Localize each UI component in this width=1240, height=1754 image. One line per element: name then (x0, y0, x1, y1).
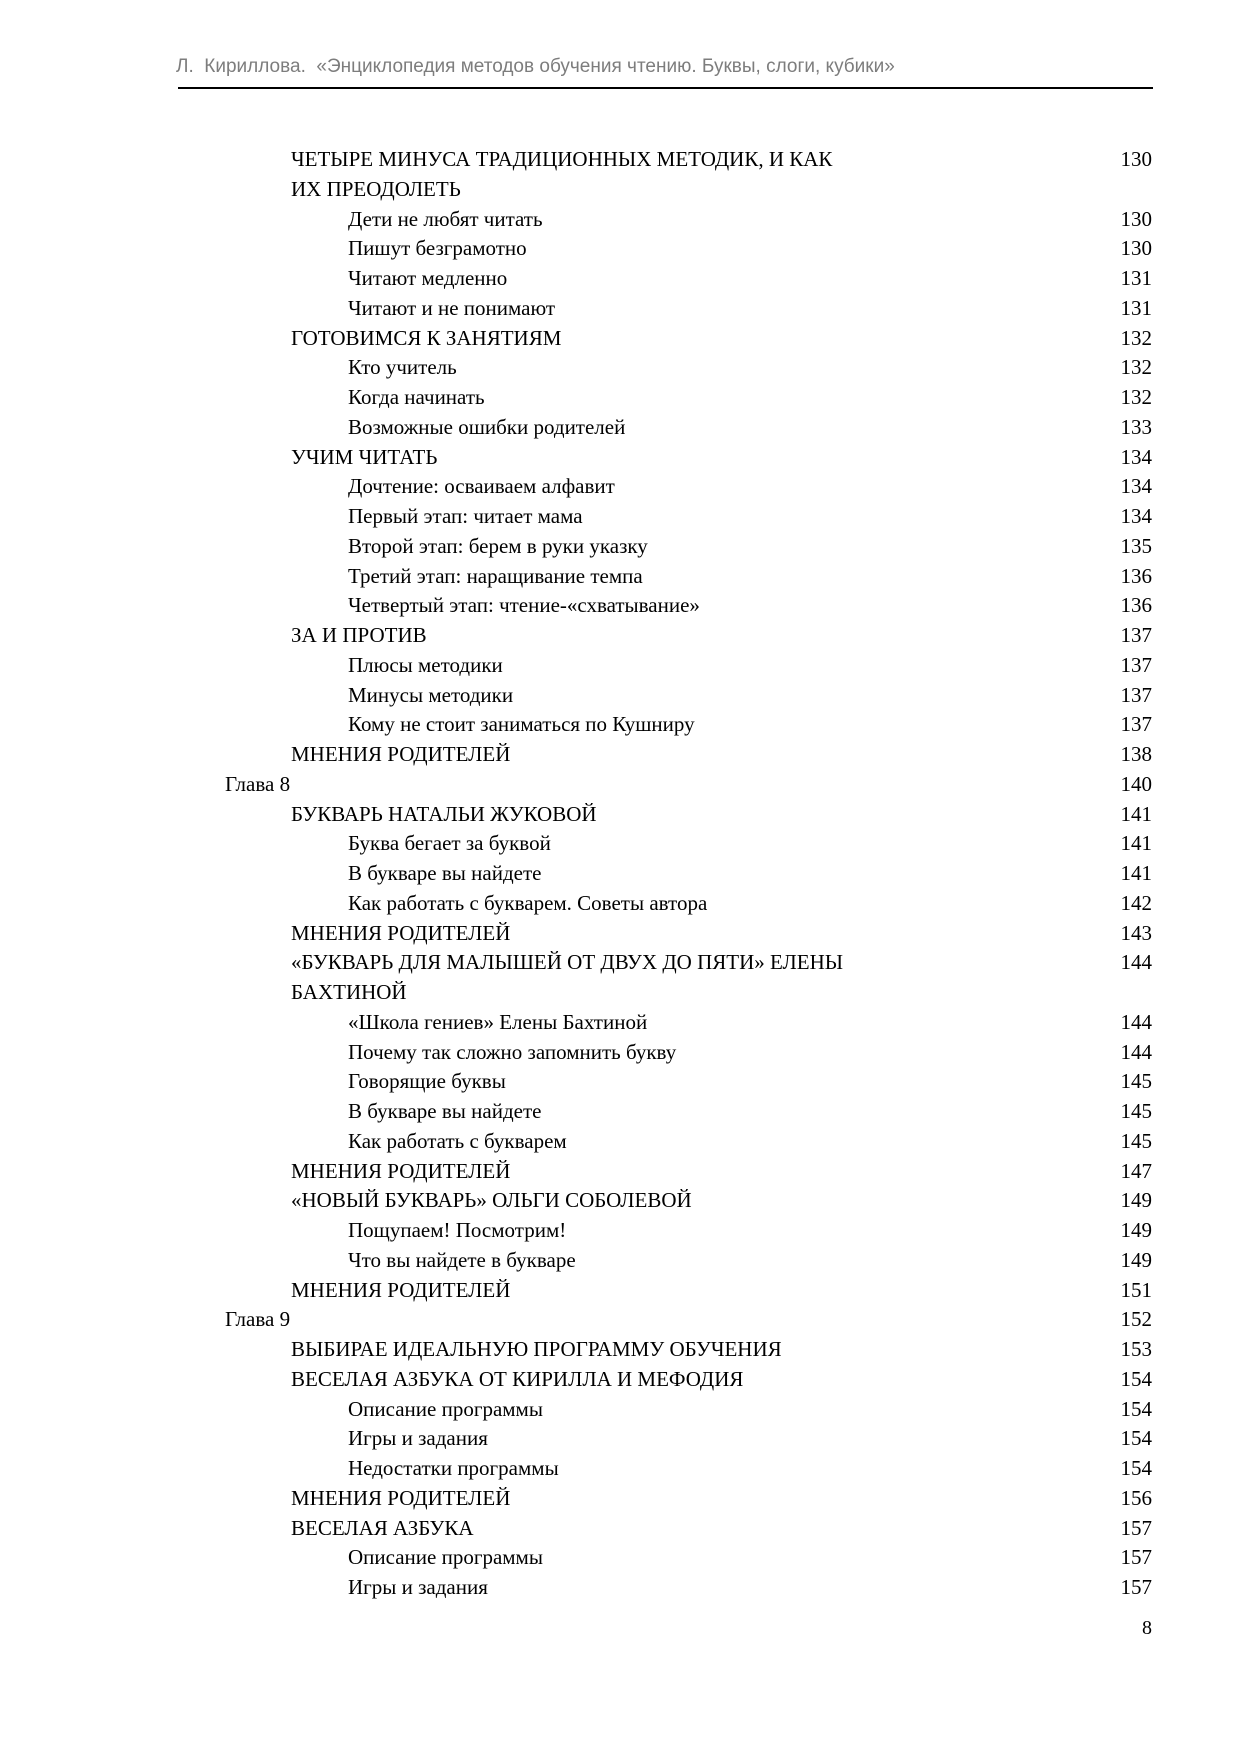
toc-entry-page-number: 154 (1120, 1396, 1152, 1421)
toc-entry (0, 1573, 1240, 1603)
toc-entry-title: УЧИМ ЧИТАТЬ (291, 444, 438, 469)
toc-entry (0, 562, 1240, 592)
toc-entry-page-number: 153 (1120, 1337, 1152, 1361)
toc-entry-page-number: 137 (1120, 623, 1152, 647)
toc-entry-page-number: 133 (1120, 414, 1152, 439)
toc-entry-page-number: 134 (1120, 444, 1152, 469)
toc-entry-title: МНЕНИЯ РОДИТЕЛЕЙ (291, 920, 511, 945)
toc-entry-title: Игры и задания (348, 1426, 488, 1451)
toc-entry-page-number: 144 (1120, 1039, 1152, 1064)
toc-entry-page-number: 144 (1120, 950, 1152, 975)
toc-entry-title: Глава 8 (225, 771, 291, 796)
toc-entry (0, 919, 1240, 949)
toc-entry-page-number: 137 (1120, 712, 1152, 737)
toc-entry (0, 1008, 1240, 1038)
toc-entry-page-number: 142 (1120, 890, 1152, 915)
toc-entry-title: МНЕНИЯ РОДИТЕЛЕЙ (291, 742, 511, 766)
toc-entry (0, 1276, 1240, 1306)
toc-entry (0, 651, 1240, 681)
toc-entry-title: Когда начинать (348, 385, 485, 409)
toc-entry-title: Пощупаем! Посмотрим! (348, 1218, 567, 1242)
toc-entry-title: Пишут безграмотно (348, 236, 527, 261)
toc-entry-page-number: 141 (1120, 831, 1152, 856)
toc-entry-title: Возможные ошибки родителей (348, 414, 626, 439)
toc-entry-title: Как работать с букварем. Советы автора (348, 890, 708, 915)
toc-entry (0, 621, 1240, 651)
toc-entry (0, 829, 1240, 859)
toc-entry-page-number: 149 (1120, 1247, 1152, 1272)
toc-entry-title: Игры и задания (348, 1575, 488, 1599)
toc-entry (0, 1038, 1240, 1068)
toc-entry-title: Читают и не понимают (348, 295, 556, 320)
toc-entry-title: Второй этап: берем в руки указку (348, 533, 648, 558)
toc-entry-title: ЧЕТЫРЕ МИНУСА ТРАДИЦИОННЫХ МЕТОДИК, И КАК (291, 147, 833, 171)
toc-entry-page-number: 136 (1120, 593, 1152, 618)
toc-entry-page-number: 156 (1120, 1485, 1152, 1510)
toc-entry (0, 413, 1240, 443)
toc-entry (0, 740, 1240, 770)
book-header-title: Л. Кириллова. «Энциклопедия методов обучения чтению. Буквы, слоги, кубики» (176, 56, 895, 77)
toc-entry (0, 1216, 1240, 1246)
toc-entry (0, 591, 1240, 621)
toc-entry-page-number: 138 (1120, 742, 1152, 766)
toc-entry-page-number: 157 (1120, 1515, 1152, 1540)
toc-entry (0, 1514, 1240, 1544)
toc-entry (0, 859, 1240, 889)
toc-entry-title: БАХТИНОЙ (291, 980, 407, 1004)
toc-entry (0, 1395, 1240, 1425)
toc-entry-title: Четвертый этап: чтение-«схватывание» (348, 593, 700, 618)
toc-entry (0, 1127, 1240, 1157)
toc-entry (0, 205, 1240, 235)
toc-entry (0, 948, 1240, 978)
toc-entry (0, 234, 1240, 264)
toc-entry-title: ЗА И ПРОТИВ (291, 623, 427, 647)
toc-entry-page-number: 135 (1120, 533, 1152, 558)
toc-entry-title: ВЕСЕЛАЯ АЗБУКА ОТ КИРИЛЛА И МЕФОДИЯ (291, 1366, 744, 1391)
toc-entry-title: В букваре вы найдете (348, 861, 542, 885)
footer-page-number: 8 (1142, 1617, 1152, 1639)
toc-entry (0, 1484, 1240, 1514)
toc-entry (0, 770, 1240, 800)
toc-entry (0, 264, 1240, 294)
toc-entry-title: Минусы методики (348, 682, 514, 707)
toc-entry-title: Третий этап: наращивание темпа (348, 563, 643, 588)
toc-entry (0, 800, 1240, 830)
toc-entry-title: Недостатки программы (348, 1456, 559, 1480)
toc-entry (0, 353, 1240, 383)
toc-entry-page-number: 131 (1120, 295, 1152, 320)
toc-entry-page-number: 134 (1120, 504, 1152, 528)
toc-entry-title: ГОТОВИМСЯ К ЗАНЯТИЯМ (291, 325, 562, 350)
toc-entry-page-number: 131 (1120, 266, 1152, 290)
toc-entry (0, 1305, 1240, 1335)
toc-entry-title: Почему так сложно запомнить букву (348, 1039, 677, 1064)
toc-entry-title: Буква бегает за буквой (348, 831, 551, 856)
toc-entry-page-number: 149 (1120, 1218, 1152, 1242)
toc-entry-title: «Школа гениев» Елены Бахтиной (348, 1009, 648, 1034)
toc-entry-page-number: 154 (1120, 1456, 1152, 1480)
toc-entry-title: Как работать с букварем (348, 1128, 567, 1153)
table-of-contents (0, 145, 1240, 1603)
toc-entry-page-number: 132 (1120, 355, 1152, 380)
toc-entry (0, 472, 1240, 502)
toc-entry-title: Кто учитель (348, 355, 457, 380)
toc-entry-title: ВЫБИРАЕ ИДЕАЛЬНУЮ ПРОГРАММУ ОБУЧЕНИЯ (291, 1337, 782, 1361)
toc-entry (0, 1067, 1240, 1097)
toc-entry-page-number: 141 (1120, 801, 1152, 826)
toc-entry-page-number: 130 (1120, 206, 1152, 231)
toc-entry (0, 532, 1240, 562)
toc-entry-title: «БУКВАРЬ ДЛЯ МАЛЫШЕЙ ОТ ДВУХ ДО ПЯТИ» ЕЛЕНЫ (291, 950, 844, 975)
toc-entry (0, 443, 1240, 473)
toc-entry-title: Описание программы (348, 1396, 543, 1421)
toc-entry-page-number: 149 (1120, 1188, 1152, 1213)
toc-entry-page-number: 154 (1120, 1366, 1152, 1391)
toc-entry-title: ИХ ПРЕОДОЛЕТЬ (291, 176, 461, 201)
toc-entry (0, 1157, 1240, 1187)
toc-entry (0, 175, 1240, 205)
toc-entry-title: ВЕСЕЛАЯ АЗБУКА (291, 1515, 474, 1540)
toc-entry (0, 1097, 1240, 1127)
toc-entry-page-number: 145 (1120, 1128, 1152, 1153)
toc-entry (0, 383, 1240, 413)
toc-entry-page-number: 157 (1120, 1575, 1152, 1599)
toc-entry-page-number: 151 (1120, 1277, 1152, 1302)
toc-entry (0, 1335, 1240, 1365)
toc-entry (0, 1186, 1240, 1216)
toc-entry-page-number: 130 (1120, 236, 1152, 261)
toc-entry (0, 710, 1240, 740)
toc-entry (0, 324, 1240, 354)
toc-entry (0, 1424, 1240, 1454)
toc-entry-page-number: 145 (1120, 1069, 1152, 1094)
toc-entry-title: МНЕНИЯ РОДИТЕЛЕЙ (291, 1158, 511, 1183)
toc-entry-page-number: 152 (1120, 1307, 1152, 1332)
toc-entry-page-number: 143 (1120, 920, 1152, 945)
toc-entry-page-number: 140 (1120, 771, 1152, 796)
toc-entry-title: «НОВЫЙ БУКВАРЬ» ОЛЬГИ СОБОЛЕВОЙ (291, 1188, 692, 1213)
toc-entry-title: Кому не стоит заниматься по Кушниру (348, 712, 695, 737)
toc-entry-page-number: 137 (1120, 682, 1152, 707)
toc-entry (0, 681, 1240, 711)
toc-entry-page-number: 130 (1120, 147, 1152, 171)
toc-entry-title: Дочтение: осваиваем алфавит (348, 474, 615, 499)
toc-entry-page-number: 145 (1120, 1099, 1152, 1123)
toc-entry-page-number: 137 (1120, 652, 1152, 677)
toc-entry-page-number: 157 (1120, 1545, 1152, 1570)
toc-entry (0, 978, 1240, 1008)
toc-entry-page-number: 154 (1120, 1426, 1152, 1451)
toc-entry-title: Описание программы (348, 1545, 543, 1570)
toc-entry-page-number: 141 (1120, 861, 1152, 885)
toc-entry-title: Читают медленно (348, 266, 508, 290)
toc-entry-page-number: 132 (1120, 325, 1152, 350)
toc-entry-title: МНЕНИЯ РОДИТЕЛЕЙ (291, 1277, 511, 1302)
toc-entry (0, 1365, 1240, 1395)
toc-entry-title: Дети не любят читать (348, 206, 543, 231)
toc-entry (0, 889, 1240, 919)
toc-entry-page-number: 147 (1120, 1158, 1152, 1183)
toc-entry-page-number: 134 (1120, 474, 1152, 499)
toc-entry-title: Первый этап: читает мама (348, 504, 583, 528)
toc-entry-title: БУКВАРЬ НАТАЛЬИ ЖУКОВОЙ (291, 801, 597, 826)
header-divider-rule (178, 87, 1153, 89)
toc-entry (0, 1454, 1240, 1484)
toc-entry-page-number: 144 (1120, 1009, 1152, 1034)
toc-entry-title: Плюсы методики (348, 652, 503, 677)
toc-entry-title: В букваре вы найдете (348, 1099, 542, 1123)
toc-entry-title: Говорящие буквы (348, 1069, 506, 1094)
toc-entry (0, 502, 1240, 532)
toc-entry-title: Глава 9 (225, 1307, 291, 1332)
toc-entry (0, 294, 1240, 324)
toc-entry (0, 1246, 1240, 1276)
toc-entry (0, 1543, 1240, 1573)
toc-entry-title: Что вы найдете в букваре (348, 1247, 576, 1272)
toc-entry-title: МНЕНИЯ РОДИТЕЛЕЙ (291, 1485, 511, 1510)
toc-entry-page-number: 136 (1120, 563, 1152, 588)
toc-entry (0, 145, 1240, 175)
toc-entry-page-number: 132 (1120, 385, 1152, 409)
